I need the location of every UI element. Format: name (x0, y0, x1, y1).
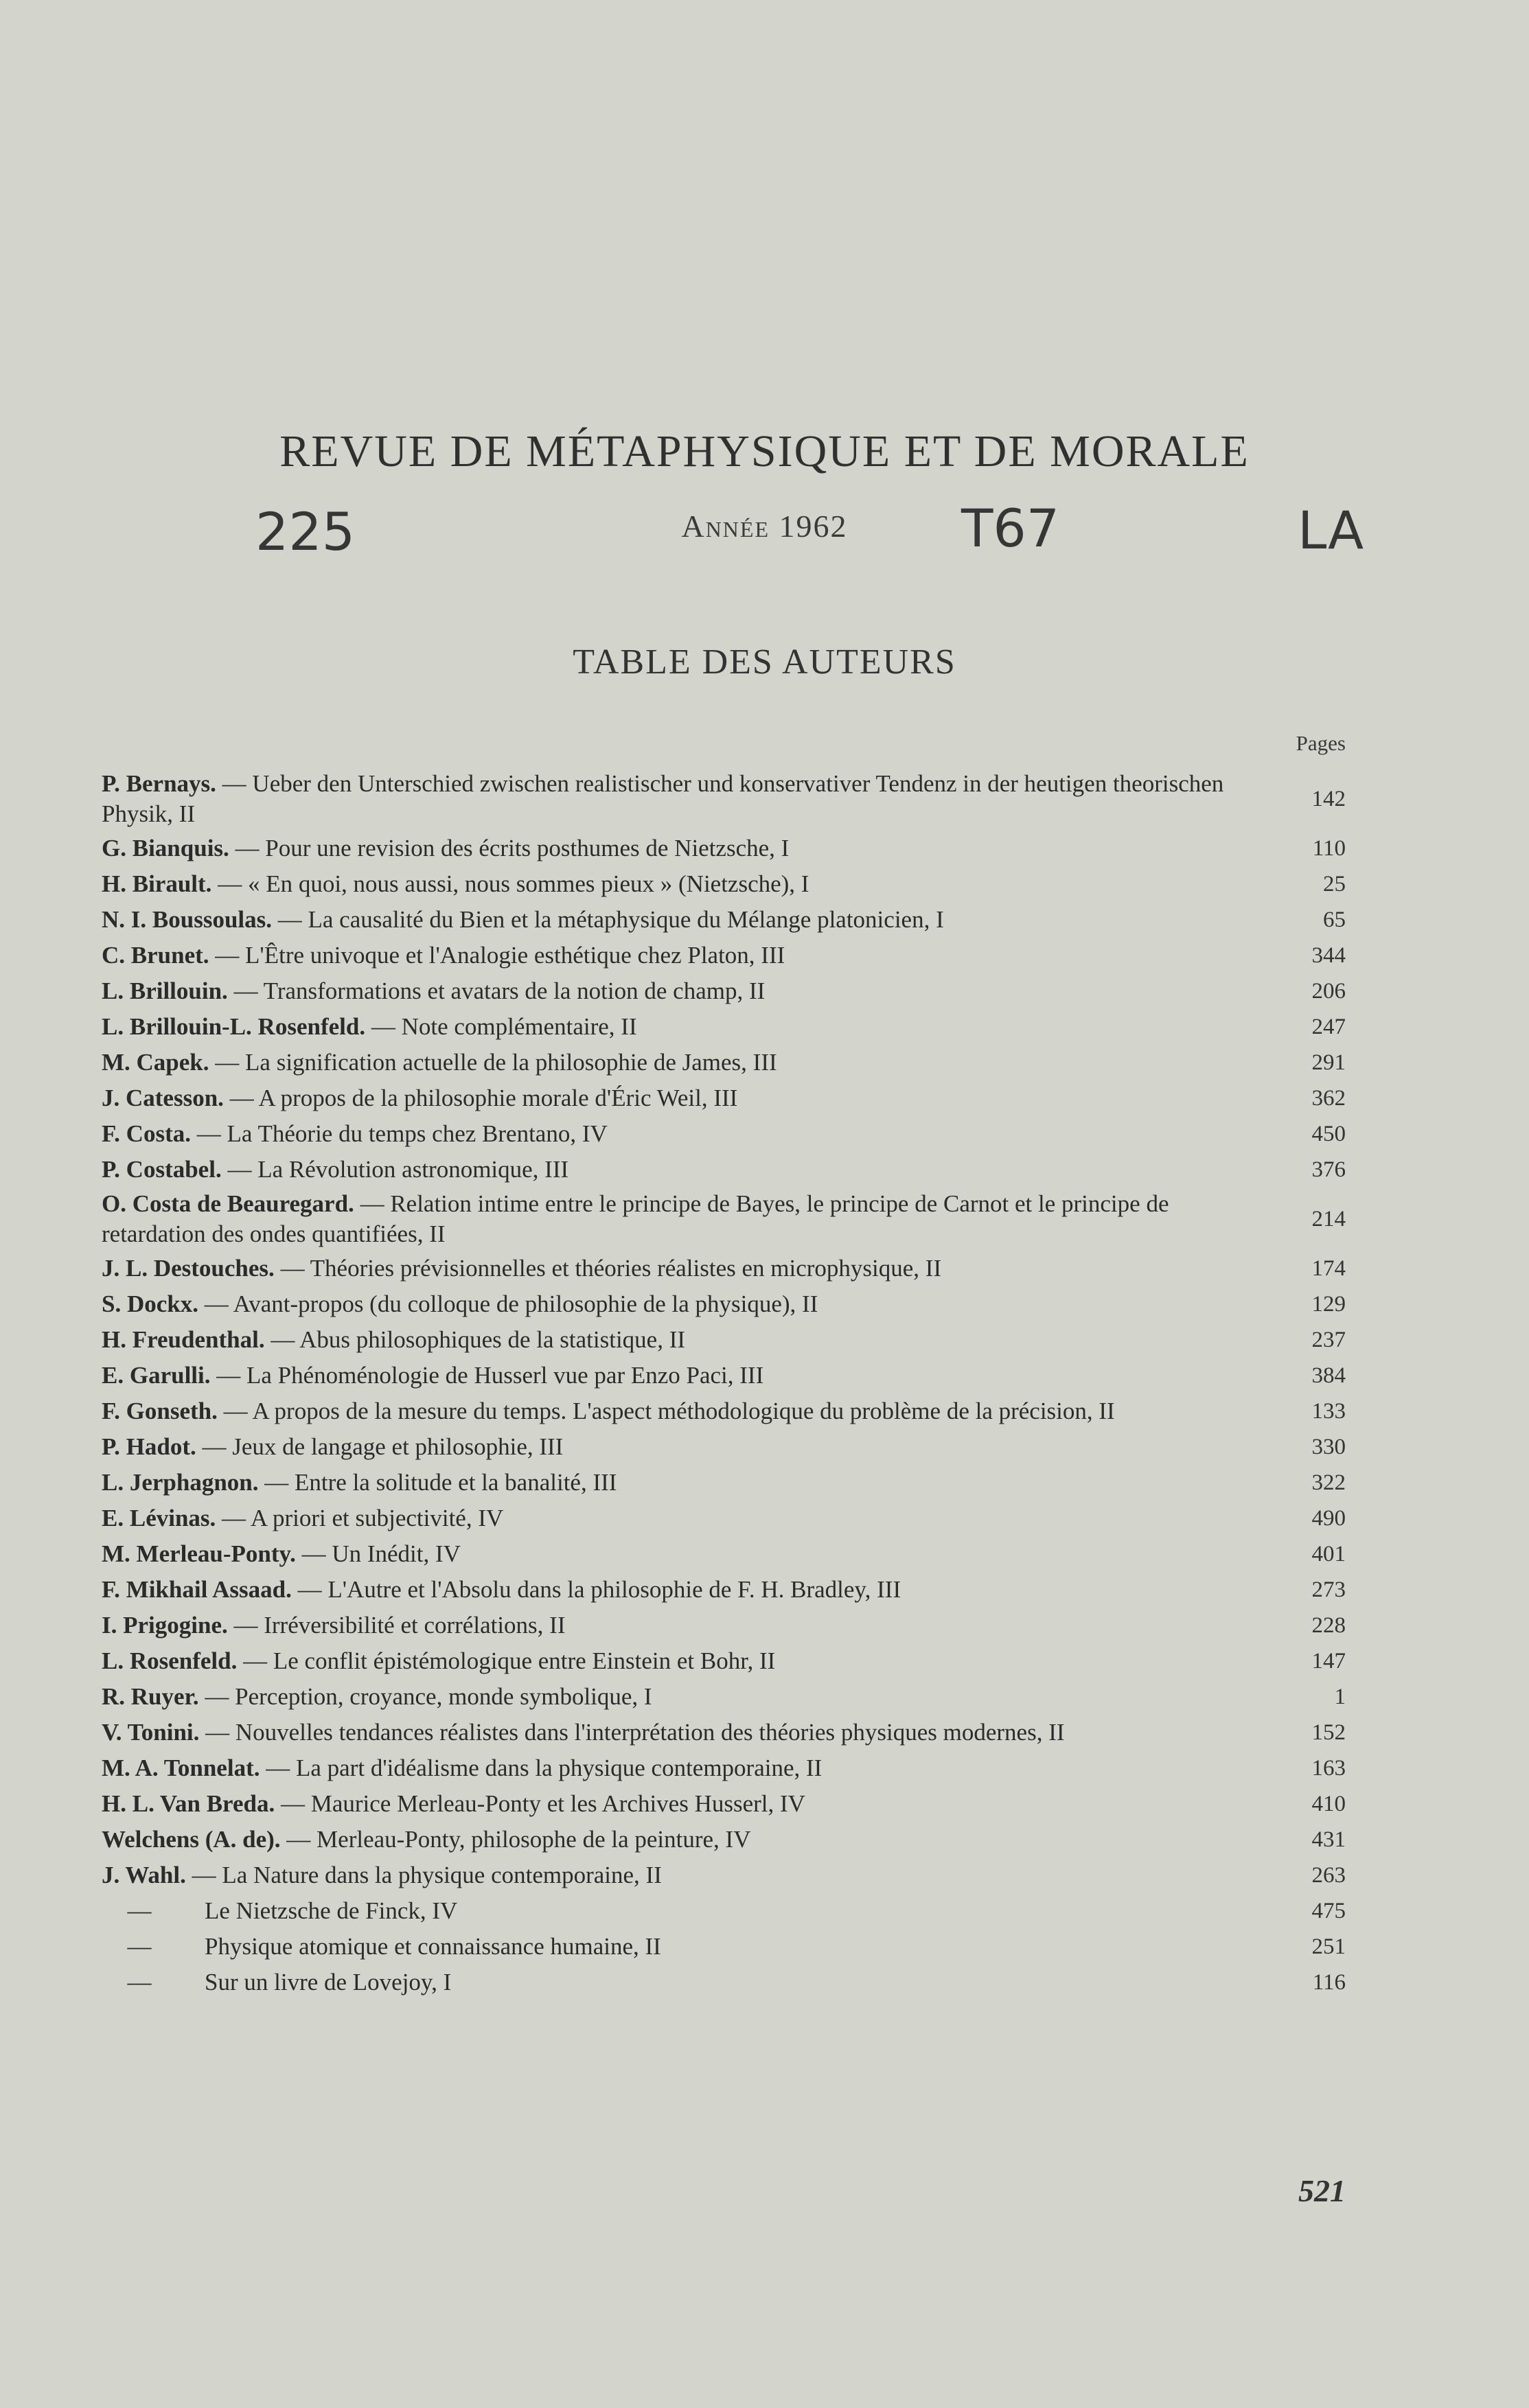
author-name: L. Brillouin. (102, 977, 228, 1004)
author-name: F. Costa. (102, 1120, 191, 1147)
entry-text (102, 1609, 1263, 1642)
author-name: L. Jerphagnon. (102, 1469, 259, 1496)
author-name: F. Mikhail Assaad. (102, 1576, 292, 1603)
page-number: 521 (1298, 2173, 1346, 2208)
handwritten-annotation-left: 225 (255, 501, 356, 562)
table-title: TABLE DES AUTEURS (573, 642, 956, 682)
page-reference: 475 (1311, 1899, 1346, 1923)
index-entry (102, 1645, 1346, 1678)
work-title: — La signification actuelle de la philosophie de James, III (215, 1049, 777, 1076)
author-name: M. Capek. (102, 1049, 209, 1076)
page-reference: 228 (1311, 1613, 1346, 1638)
work-title: — La Théorie du temps chez Brentano, IV (196, 1120, 608, 1147)
author-name: P. Costabel. (102, 1156, 222, 1183)
index-entry (102, 1966, 1346, 1999)
page-reference: 450 (1311, 1122, 1346, 1146)
index-entry (102, 1118, 1346, 1150)
index-entry (102, 832, 1346, 865)
entry-text (102, 1538, 1263, 1571)
page-reference: 273 (1311, 1577, 1346, 1602)
index-entry (102, 1609, 1346, 1642)
year-line: Année 1962 (681, 509, 848, 544)
entry-text (102, 1189, 1263, 1249)
work-title: — Théories prévisionnelles et théories réalistes en microphysique, II (280, 1255, 942, 1282)
work-title: — La Phénoménologie de Husserl vue par Enzo Paci, III (216, 1362, 764, 1389)
entry-text (102, 1466, 1263, 1499)
page-reference: 214 (1311, 1207, 1346, 1231)
work-title: — Entre la solitude et la banalité, III (264, 1469, 617, 1496)
entry-text (102, 1288, 1263, 1321)
index-entry (102, 1716, 1346, 1749)
work-title: — A propos de la mesure du temps. L'aspect méthodologique du problème de la précision, II (223, 1398, 1115, 1424)
index-entry (102, 1046, 1346, 1079)
entry-text (102, 1359, 1263, 1392)
page-reference: 142 (1311, 787, 1346, 811)
page-reference: 263 (1311, 1863, 1346, 1888)
page-reference: 163 (1311, 1756, 1346, 1781)
author-name: S. Dockx. (102, 1290, 198, 1317)
page-reference: 152 (1311, 1720, 1346, 1745)
author-name: H. L. Van Breda. (102, 1790, 275, 1817)
index-entry (102, 1680, 1346, 1713)
work-title: — A propos de la philosophie morale d'Éric Weil, III (229, 1085, 738, 1111)
ditto-dash: — (127, 1969, 152, 1995)
entry-text (102, 1645, 1263, 1678)
work-title: — Abus philosophiques de la statistique, II (271, 1326, 686, 1353)
author-name: P. Hadot. (102, 1433, 196, 1460)
index-entry (102, 1895, 1346, 1927)
entry-text (102, 975, 1263, 1008)
entry-text (102, 769, 1263, 829)
page-reference: 65 (1323, 907, 1346, 932)
work-title: Sur un livre de Lovejoy, I (205, 1969, 452, 1995)
handwritten-annotation-center: T67 (961, 498, 1060, 559)
entry-text (102, 1082, 1263, 1115)
author-name: I. Prigogine. (102, 1612, 228, 1639)
author-name: Welchens (A. de). (102, 1826, 281, 1853)
journal-title: REVUE DE MÉTAPHYSIQUE ET DE MORALE (279, 426, 1250, 476)
entry-text (102, 1823, 1263, 1856)
page-reference: 116 (1312, 1970, 1346, 1995)
entry-text (102, 1118, 1263, 1150)
page-reference: 129 (1311, 1292, 1346, 1317)
author-name: M. A. Tonnelat. (102, 1755, 260, 1781)
page-reference: 206 (1311, 979, 1346, 1004)
index-entry (102, 939, 1346, 972)
page-reference: 362 (1311, 1086, 1346, 1111)
work-title: — Maurice Merleau-Ponty et les Archives Husserl, IV (280, 1790, 805, 1817)
author-name: E. Garulli. (102, 1362, 211, 1389)
work-title: — Irréversibilité et corrélations, II (233, 1612, 566, 1639)
entry-text (102, 1323, 1263, 1356)
index-entry (102, 1323, 1346, 1356)
author-name: G. Bianquis. (102, 835, 229, 861)
entry-text (102, 1752, 1263, 1785)
page-reference: 330 (1311, 1435, 1346, 1459)
index-entry (102, 1010, 1346, 1043)
work-title: — A priori et subjectivité, IV (222, 1505, 504, 1531)
work-title: — Avant-propos (du colloque de philosophie de la physique), II (204, 1290, 818, 1317)
entry-text (102, 1717, 1263, 1748)
author-name: F. Gonseth. (102, 1398, 218, 1424)
ditto-dash: — (127, 1933, 152, 1960)
entry-text (102, 1573, 1263, 1606)
page-reference: 237 (1311, 1328, 1346, 1352)
work-title: — La Nature dans la physique contemporaine, II (192, 1862, 662, 1888)
entry-text (102, 1680, 1263, 1713)
author-name: M. Merleau-Ponty. (102, 1540, 296, 1567)
index-entry (102, 769, 1346, 829)
work-title: — La Révolution astronomique, III (227, 1156, 569, 1183)
author-name: L. Rosenfeld. (102, 1647, 238, 1674)
entry-text (102, 1930, 1263, 1963)
entry-text (102, 1153, 1263, 1186)
work-title: — L'Autre et l'Absolu dans la philosophie de F. H. Bradley, III (297, 1576, 901, 1603)
author-name: O. Costa de Beauregard. (102, 1190, 354, 1217)
page-reference: 133 (1311, 1399, 1346, 1424)
work-title: — Pour une revision des écrits posthumes de Nietzsche, I (235, 835, 790, 861)
index-entry (102, 1431, 1346, 1463)
page-reference: 344 (1311, 943, 1346, 968)
author-name: R. Ruyer. (102, 1683, 199, 1710)
work-title: — Transformations et avatars de la notion de champ, II (233, 977, 766, 1004)
entry-text (102, 1046, 1263, 1079)
entry-text (102, 1787, 1263, 1820)
page-reference: 410 (1311, 1792, 1346, 1816)
index-entry (102, 975, 1346, 1008)
index-entry (102, 1288, 1346, 1321)
author-name: H. Birault. (102, 870, 212, 897)
author-name: E. Lévinas. (102, 1505, 216, 1531)
author-name: J. L. Destouches. (102, 1255, 275, 1282)
page-reference: 174 (1311, 1256, 1346, 1281)
index-entry (102, 1930, 1346, 1963)
entry-text (102, 1431, 1263, 1463)
index-entry (102, 1395, 1346, 1428)
author-name: J. Catesson. (102, 1085, 224, 1111)
page-reference: 384 (1311, 1363, 1346, 1388)
work-title: — Perception, croyance, monde symbolique, I (205, 1683, 652, 1710)
page-reference: 431 (1311, 1827, 1346, 1852)
entry-text (102, 1895, 1263, 1927)
index-entry (102, 1573, 1346, 1606)
entry-text (102, 832, 1263, 865)
work-title: — Relation intime entre le principe de Bayes, le principe de Carnot et le principe de retardation des ondes quantifiées, II (102, 1190, 1169, 1247)
author-name: C. Brunet. (102, 942, 209, 969)
work-title: Physique atomique et connaissance humaine, II (205, 1933, 661, 1960)
index-entry (102, 1189, 1346, 1249)
page-reference: 1 (1334, 1685, 1346, 1709)
entry-text (102, 868, 1263, 901)
page-reference: 291 (1311, 1050, 1346, 1075)
index-entry (102, 1538, 1346, 1571)
work-title: — Un Inédit, IV (301, 1540, 461, 1567)
index-entry (102, 1252, 1346, 1285)
entry-text (102, 939, 1263, 972)
index-entry (102, 1359, 1346, 1392)
index-entry (102, 1082, 1346, 1115)
entry-text (102, 1252, 1263, 1285)
pages-column-header: Pages (1296, 731, 1346, 755)
work-title: — Note complémentaire, II (371, 1013, 637, 1040)
work-title: — L'Être univoque et l'Analogie esthétique chez Platon, III (215, 942, 785, 969)
author-name: J. Wahl. (102, 1862, 186, 1888)
page-reference: 401 (1311, 1542, 1346, 1566)
page-reference: 147 (1311, 1649, 1346, 1674)
work-title: — Ueber den Unterschied zwischen realistischer und konservativer Tendenz in der heutigen theorischen Physik, II (102, 770, 1224, 827)
work-title: — La part d'idéalisme dans la physique contemporaine, II (266, 1755, 823, 1781)
work-title: — Nouvelles tendances réalistes dans l'interprétation des théories physiques modernes, II (205, 1719, 1065, 1746)
page-reference: 490 (1311, 1506, 1346, 1531)
work-title: — Merleau-Ponty, philosophe de la peinture, IV (286, 1826, 751, 1853)
handwritten-annotation-right: LA (1298, 500, 1364, 561)
work-title: — Le conflit épistémologique entre Einstein et Bohr, II (243, 1647, 776, 1674)
author-name: P. Bernays. (102, 770, 216, 797)
page-reference: 110 (1312, 836, 1346, 861)
page-reference: 376 (1311, 1157, 1346, 1182)
index-entry (102, 1153, 1346, 1186)
entry-text (102, 905, 1263, 935)
entry-text (102, 1502, 1263, 1535)
entry-text (102, 1010, 1263, 1043)
page-reference: 251 (1311, 1934, 1346, 1959)
index-entry (102, 1466, 1346, 1499)
author-name: V. Tonini. (102, 1719, 200, 1746)
page-reference: 247 (1311, 1015, 1346, 1039)
author-name: L. Brillouin-L. Rosenfeld. (102, 1013, 366, 1040)
ditto-dash: — (127, 1897, 152, 1924)
index-entry (102, 1502, 1346, 1535)
entry-text (102, 1396, 1263, 1426)
entry-text (102, 1966, 1263, 1999)
author-name: N. I. Boussoulas. (102, 906, 273, 933)
work-title: — « En quoi, nous aussi, nous sommes pieux » (Nietzsche), I (218, 870, 809, 897)
page-reference: 322 (1311, 1470, 1346, 1495)
author-name: H. Freudenthal. (102, 1326, 265, 1353)
work-title: — La causalité du Bien et la métaphysique du Mélange platonicien, I (277, 906, 944, 933)
index-entry (102, 903, 1346, 936)
index-entry (102, 1859, 1346, 1892)
index-entry (102, 1823, 1346, 1856)
author-index-list (102, 769, 1346, 2002)
work-title: — Jeux de langage et philosophie, III (202, 1433, 564, 1460)
index-entry (102, 1752, 1346, 1785)
work-title: Le Nietzsche de Finck, IV (205, 1897, 458, 1924)
index-entry (102, 1787, 1346, 1820)
index-entry (102, 868, 1346, 901)
entry-text (102, 1859, 1263, 1892)
page-reference: 25 (1323, 872, 1346, 896)
